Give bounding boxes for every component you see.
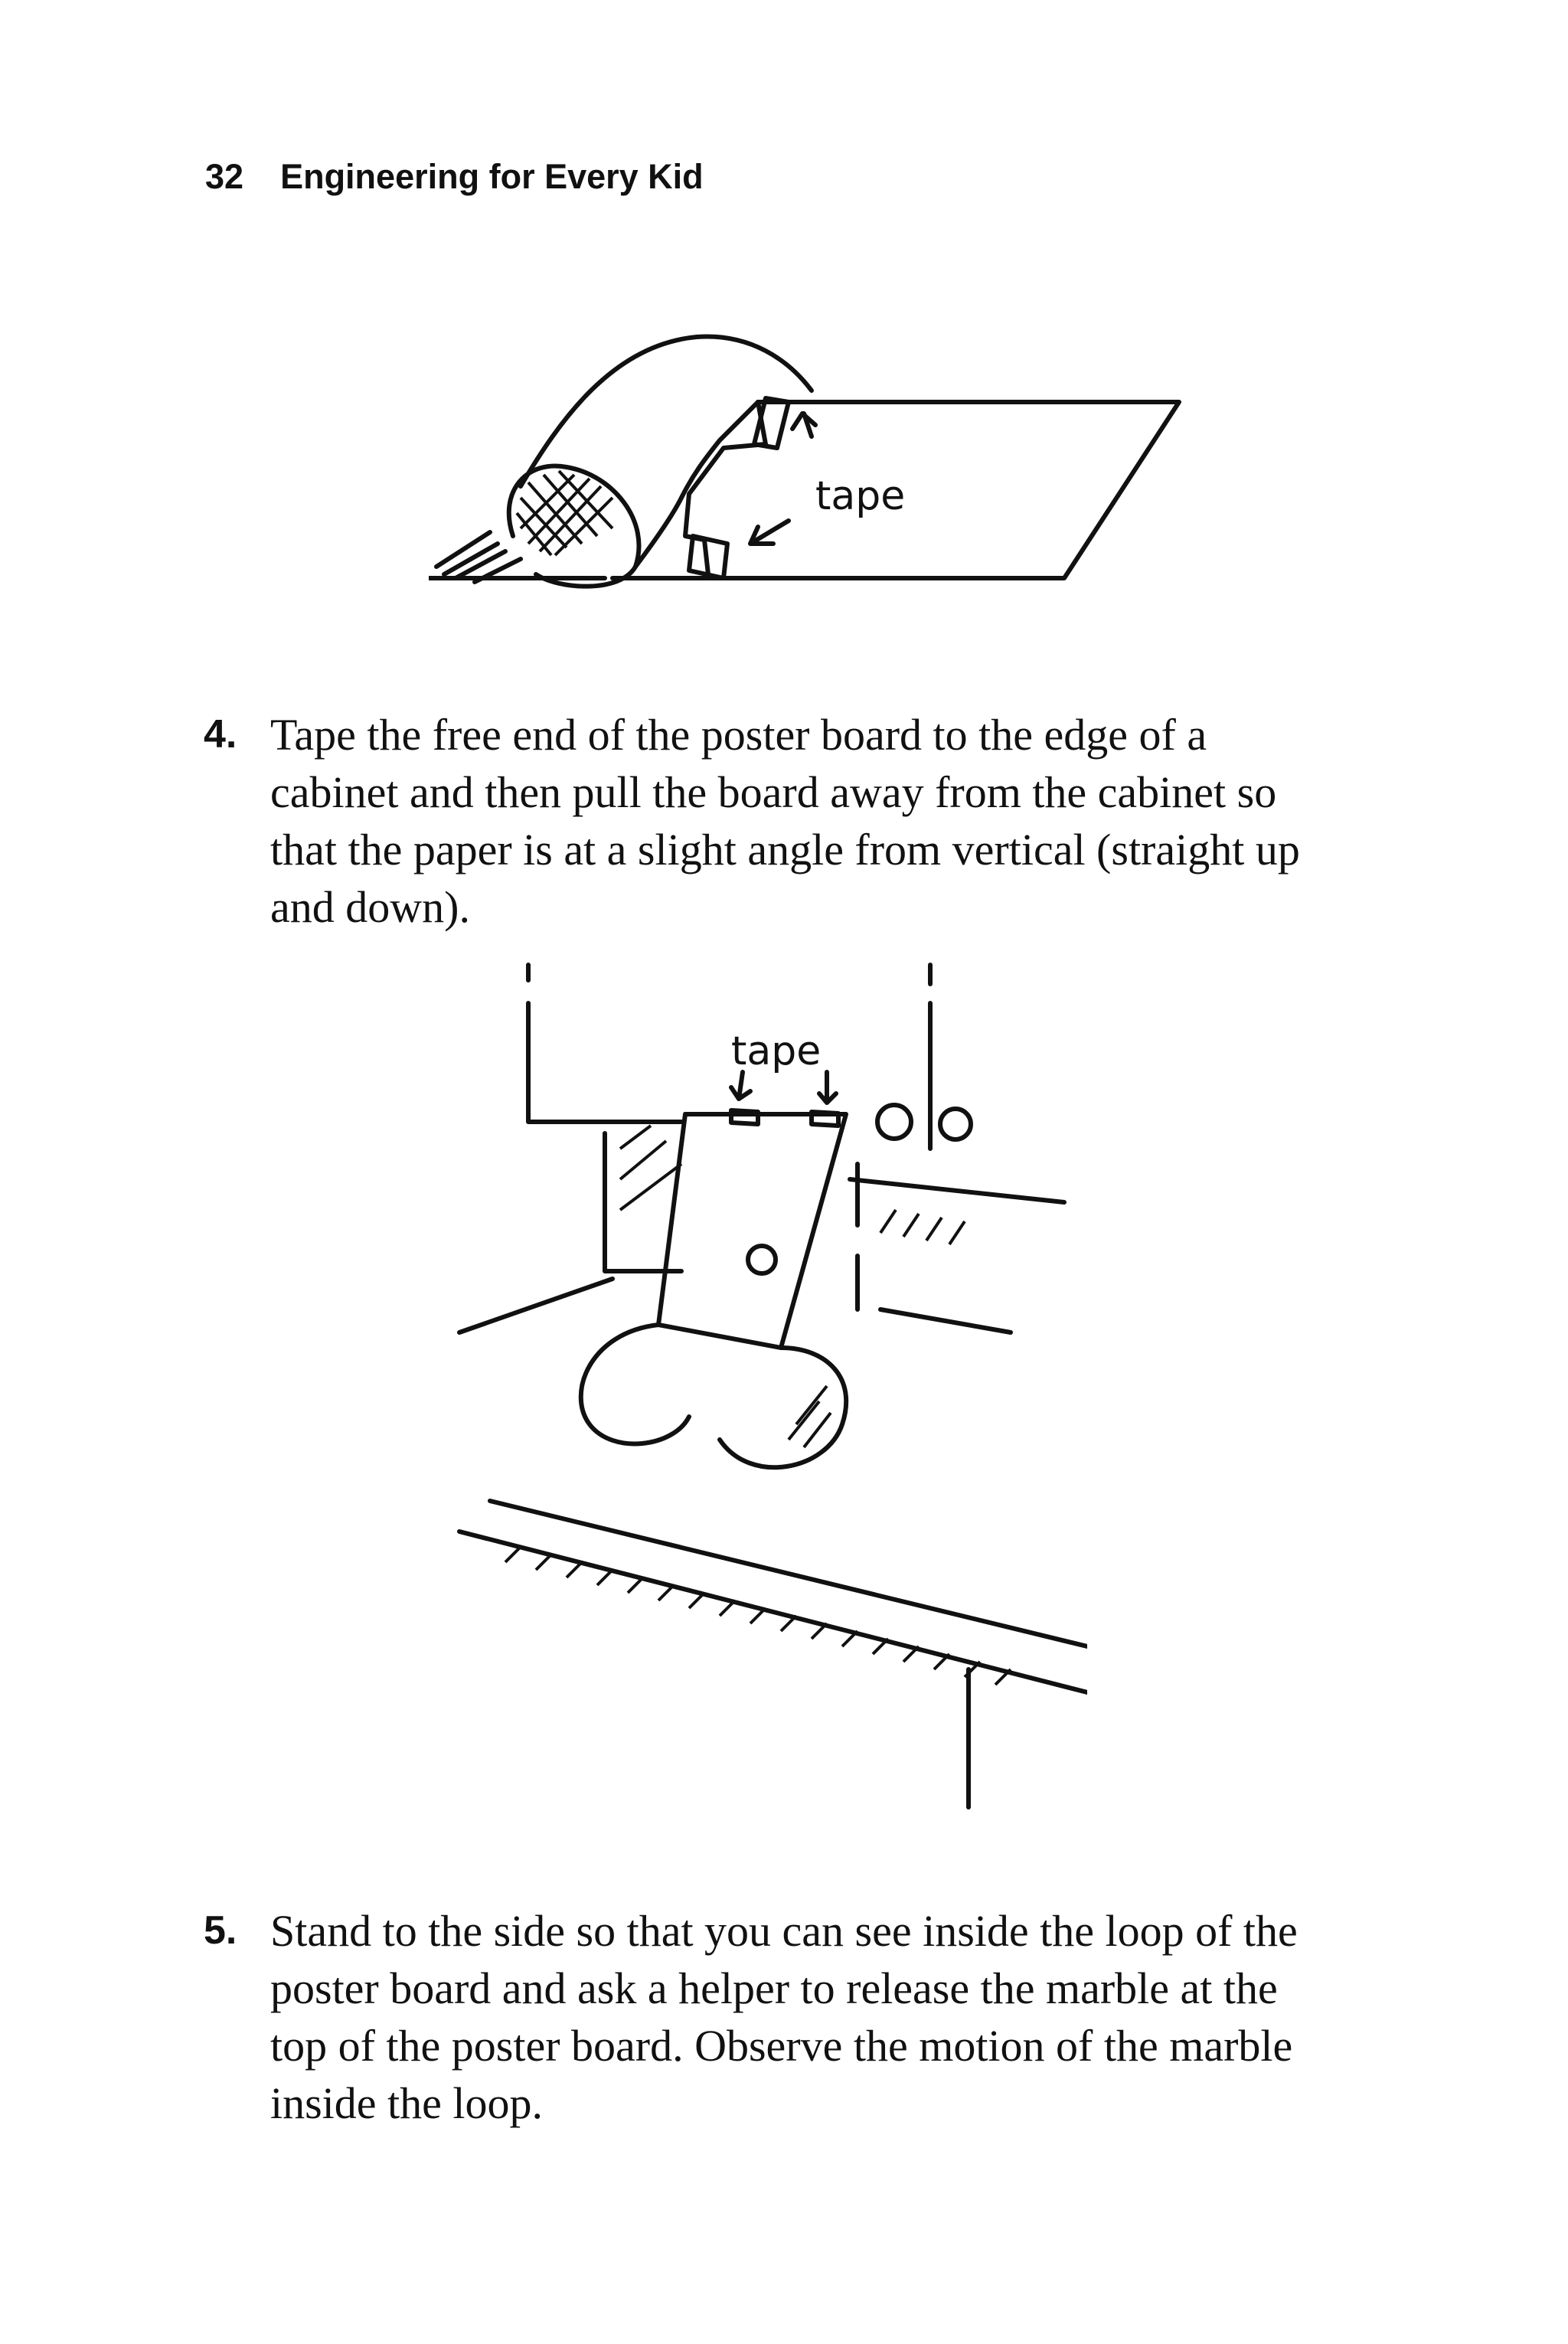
- step-text: Tape the free end of the poster board to the edge of a cabinet and then pull the board away from the cabinet so that the paper is at a slight angle from vertical (straight up and down).: [270, 710, 1300, 932]
- step-4: [204, 706, 1352, 936]
- book-title: Engineering for Every Kid: [280, 157, 704, 196]
- step-text: Stand to the side so that you can see inside the loop of the poster board and ask a helper to release the marble at the top of the poster board. Observe the motion of the marble inside the loop.: [270, 1906, 1298, 2128]
- step-number: 4.: [204, 712, 237, 757]
- step-5: [204, 1902, 1352, 2132]
- cabinet-loop-illustration: [429, 950, 1087, 1853]
- step-number: 5.: [204, 1908, 237, 1953]
- tape-label: tape: [815, 473, 906, 519]
- cabinet-loop-drawing: [429, 950, 1087, 1853]
- running-head: [205, 157, 704, 197]
- tape-label: tape: [731, 1028, 822, 1074]
- rolled-poster-board-illustration: [429, 314, 1194, 590]
- rolled-poster-board-drawing: [429, 314, 1194, 590]
- page-number: 32: [205, 157, 244, 196]
